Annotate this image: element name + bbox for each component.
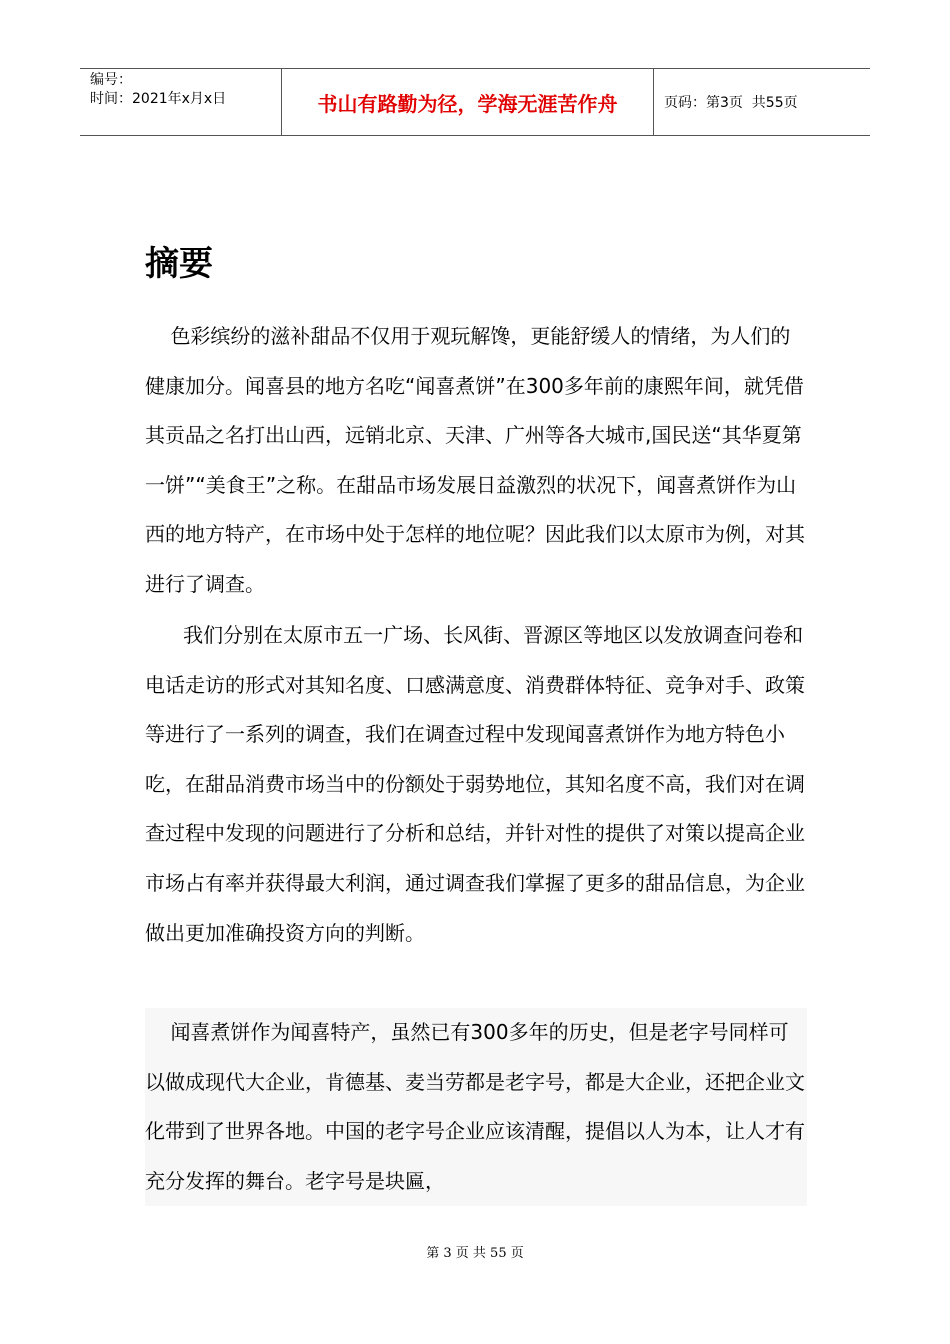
page-title: 摘要 [145, 244, 213, 284]
paragraph-3: 闻喜煮饼作为闻喜特产，虽然已有300多年的历史，但是老字号同样可以做成现代大企业，肯德基、麦当劳都是老字号，都是大企业，还把企业文化带到了世界各地。中国的老字号企业应该清醒，提倡以人为本，让人才有充分发挥的舞台。老字号是块匾， [145, 1008, 807, 1206]
page-footer: 第 3 页 共 55 页 [426, 1246, 524, 1261]
time-label: 时间：2021年x月x日 [90, 91, 227, 107]
number-label: 编号： [90, 72, 132, 88]
header-page-info [654, 69, 870, 135]
header-meta [80, 69, 282, 135]
paragraph-1: 色彩缤纷的滋补甜品不仅用于观玩解馋，更能舒缓人的情绪，为人们的健康加分。闻喜县的地方名吃“闻喜煮饼”在300多年前的康熙年间，就凭借其贡品之名打出山西，远销北京、天津、广州等各大城市,国民送“其华夏第一饼”“美食王”之称。在甜品市场发展日益激烈的状况下，闻喜煮饼作为山西的地方特产，在市场中处于怎样的地位呢？因此我们以太原市为例，对其进行了调查。 [145, 324, 805, 596]
document-header [80, 68, 870, 136]
page-info-text: 页码：第3页 共55页 [664, 95, 798, 111]
header-motto: 书山有路勤为径，学海无涯苦作舟 [282, 69, 654, 135]
paragraph-2: 我们分别在太原市五一广场、长风街、晋源区等地区以发放调查问卷和电话走访的形式对其知名度、口感满意度、消费群体特征、竞争对手、政策等进行了一系列的调查，我们在调查过程中发现闻喜煮饼作为地方特色小吃，在甜品消费市场当中的份额处于弱势地位，其知名度不高，我们对在调查过程中发现的问题进行了分析和总结，并针对性的提供了对策以提高企业市场占有率并获得最大利润，通过调查我们掌握了更多的甜品信息，为企业做出更加准确投资方向的判断。 [145, 623, 805, 945]
